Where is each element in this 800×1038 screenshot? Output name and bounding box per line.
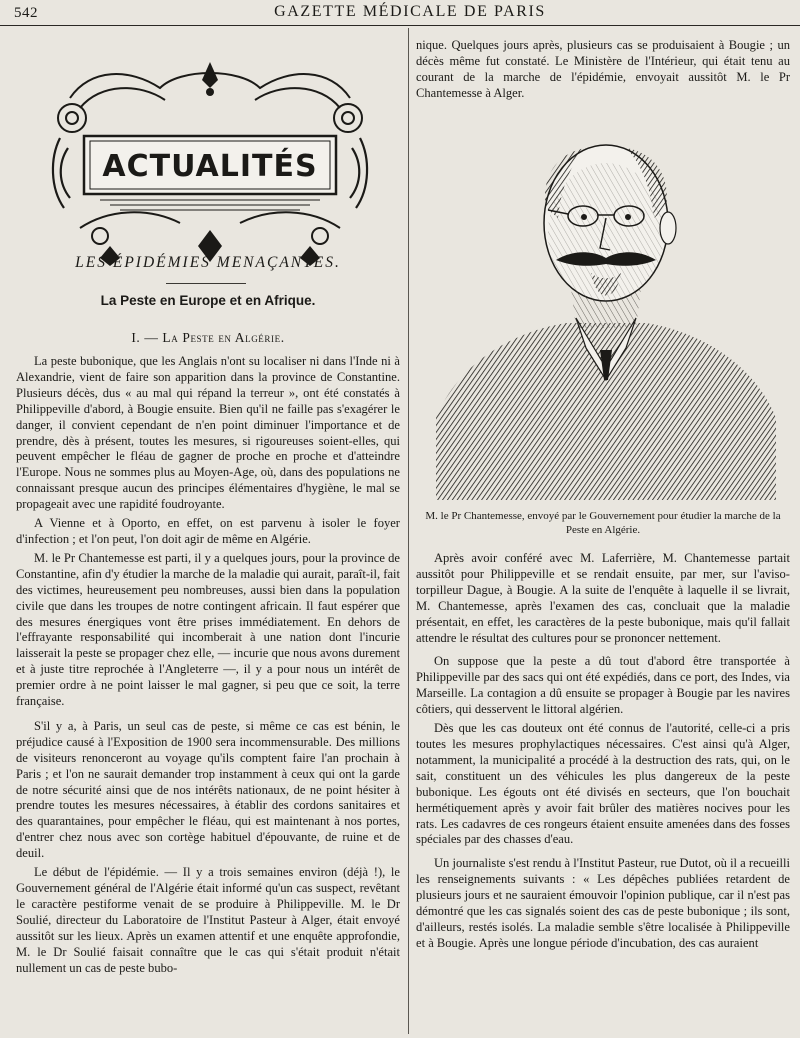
paragraph: La peste bubonique, que les Anglais n'ont su localiser ni dans l'Inde ni à Alexandrie, vient de faire son apparition dans la province de Constantine. Plusieurs décès, dus « au mal qui répand la terreur », ont été constatés à Philippeville d'abord, à Bougie ensuite. Bien qu'il ne faille pas s'exagérer le danger, il convient cependant de n'en point diminuer l'importance et de prendre, dès à présent, toutes les mesures, si rigoureuses soient-elles, qui peuvent empêcher le fléau de gagner de proche en proche et d'atteindre l'Europe. Nous ne sommes plus au Moyen-Age, où, dans des populations ne connaissant presque aucun des principes élémentaires d'hygiène, le mal se propageait avec une rapidité foudroyante.: [16, 354, 400, 512]
banner-word: ACTUALITÉS: [102, 149, 318, 184]
page-number: 542: [14, 5, 38, 21]
subsection-title: I. — La Peste en Algérie.: [131, 330, 285, 345]
section-heading: LES ÉPIDÉMIES MENAÇANTES.: [75, 254, 341, 271]
page-header: [0, 0, 800, 26]
left-article-body: [16, 354, 400, 979]
heading-rule: [166, 283, 246, 284]
paragraph: A Vienne et à Oporto, en effet, on est parvenu à isoler le foyer d'infection ; et l'on peut, l'on doit agir de même en Algérie.: [16, 516, 400, 546]
portrait-caption: M. le Pr Chantemesse, envoyé par le Gouvernement pour étudier la marche de la Peste en Algérie.: [425, 510, 781, 536]
paragraph: Dès que les cas douteux ont été connus de l'autorité, celle-ci a pris toutes les mesures prophylactiques nécessaires. C'est ainsi qu'à Alger, notamment, la municipalité a procédé à la destruction des rats, qui, on le sait, constituent un des véhicules les plus dangereux de la peste bubonique. Les égouts ont été divisés en secteurs, que l'on bouchait hermétiquement après y avoir fait brûler des matières nocives pour les rats. Les cadavres de ces rongeurs étaient ensuite amenées dans des fosses spéciales par des chasses d'eau.: [416, 721, 790, 847]
journal-title: GAZETTE MÉDICALE DE PARIS: [274, 3, 546, 20]
portrait-engraving: [436, 118, 776, 500]
paragraph: nique. Quelques jours après, plusieurs cas se produisaient à Bougie ; un décès même fut constaté. Le Ministère de l'Intérieur, qui était tenu au courant de la marche de l'épidémie, envoyait aussitôt M. le Pr Chantemesse à Alger.: [416, 38, 790, 100]
article-title: La Peste en Europe et en Afrique.: [100, 293, 316, 308]
paragraph: Le début de l'épidémie. — Il y a trois semaines environ (déjà !), le Gouvernement général de l'Algérie était informé qu'un cas suspect, revêtant le caractère pestiforme venait de se produire à Philippeville. M. le Dr Soulié, directeur du Laboratoire de l'Institut Pasteur à Alger, était envoyé aussitôt sur les lieux. Après un examen attentif et une enquête approfondie, M. le Dr Soulié faisait connaître que le cas qui s'était produit n'était nullement un cas de peste bubo-: [16, 865, 400, 975]
paragraph: Après avoir conféré avec M. Laferrière, M. Chantemesse partait aussitôt pour Philippeville et se rendait ensuite, par mer, sur l'aviso-torpilleur Dague, à Bougie. A la suite de l'enquête à laquelle il se livrait, M. Chantemesse, après l'examen des cas, concluait que la maladie présentait, en effet, les caractères de la peste bubonique, mais qu'il fallait attendre le résultat des cultures pour se prononcer nettement.: [416, 551, 790, 645]
paragraph: Un journaliste s'est rendu à l'Institut Pasteur, rue Dutot, où il a recueilli les renseignements suivants : « Les dépêches publiées retardent de plusieurs jours et ne sauraient émouvoir l'opinion publique, car il n'est pas démontré que les cas signalés soient des cas de peste bubonique ; ils sont, d'ailleurs, restés isolés. La maladie semble s'être localisée à Philippeville et à Bougie. Après une longue période d'incubation, des cas auraient: [416, 856, 790, 950]
column-divider: [408, 28, 409, 1034]
paragraph: M. le Pr Chantemesse est parti, il y a quelques jours, pour la province de Constantine, afin d'y étudier la marche de la maladie qui aurait, paraît-il, fait des victimes, heureusement peu nombreuses, aussi bien dans la population civile que dans les troupes de notre contingent africain. Il faut espérer que des mesures énergiques vont être prises immédiatement. En dehors de l'effrayante responsabilité qui incomberait à une nation dont l'incurie laisserait la peste se propager chez elle, — incurie que nous avons durement et à juste titre reprochée à l'Angleterre —, il y a pour nous un intérêt de premier ordre à ne point laisser le mal gagner, si peu que ce soit, la terre française.: [16, 550, 400, 709]
paragraph: On suppose que la peste a dû tout d'abord être transportée à Philippeville par des sacs qui ont été expédiés, dans ce port, des Indes, via Marseille. La contagion a dû ensuite se propager à Bougie par les navires côtiers, qui desservent le littoral algérien.: [416, 654, 790, 717]
paragraph: S'il y a, à Paris, un seul cas de peste, si même ce cas est bénin, le préjudice causé à l'Exposition de 1900 sera incommensurable. Des millions de visiteurs renonceront au voyage qu'ils comptent faire l'an prochain à Paris ; et l'on ne saurait demander trop instamment à ceux qui ont la garde de notre sécurité ainsi que de nos intérêts nationaux, de ne point hésiter à prendre toutes les mesures nécessaires, à établir des cordons sanitaires et des quarantaines, pour empêcher le fléau, qui est maintenant à nos portes, d'entrer chez nous avec son cortège habituel d'épouvante, de ruine et de deuil.: [16, 718, 400, 861]
right-article-body: [416, 551, 790, 955]
actualites-banner: [50, 58, 370, 268]
